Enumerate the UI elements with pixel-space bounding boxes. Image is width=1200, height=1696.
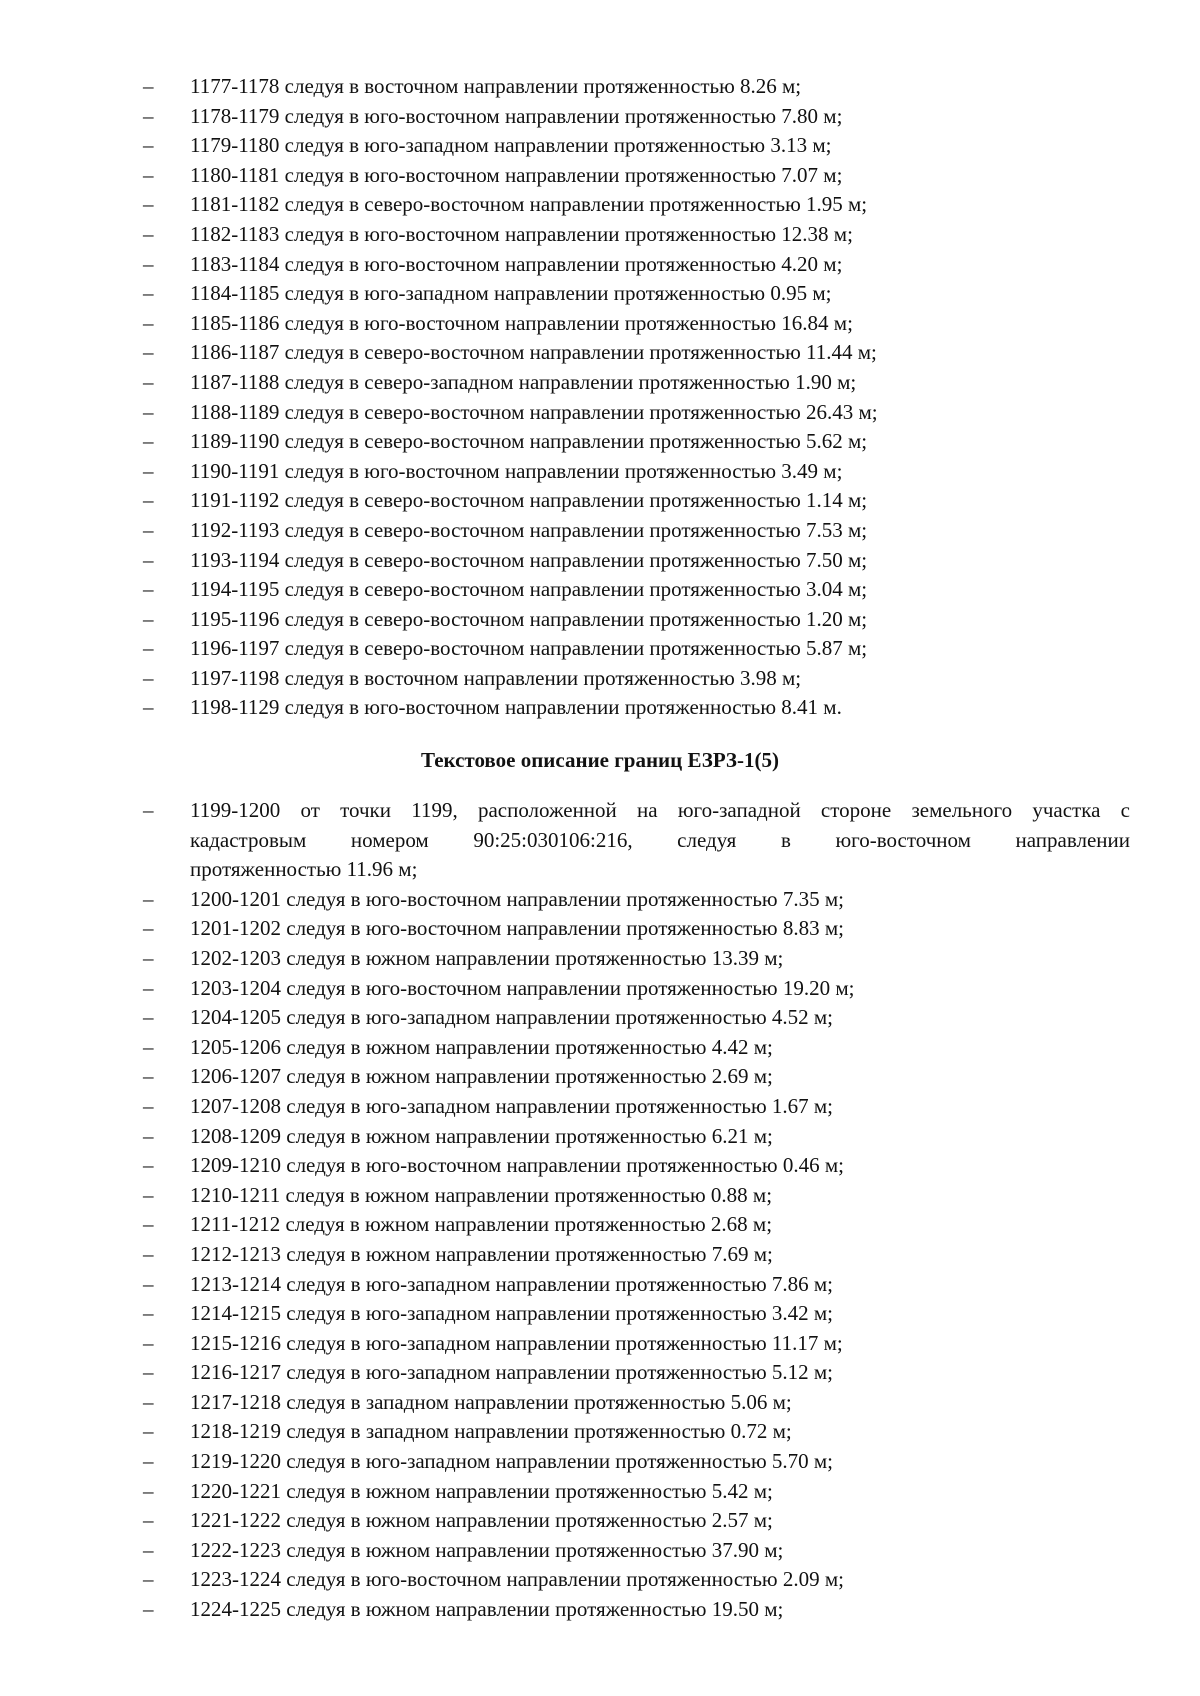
list-dash: – xyxy=(143,1034,154,1059)
list-item xyxy=(0,250,1200,280)
list-item xyxy=(0,161,1200,191)
list-item-text: 1186-1187 следуя в северо-восточном направлении протяженностью 11.44 м; xyxy=(190,340,877,365)
list-dash: – xyxy=(143,606,154,631)
list-item-text: 1218-1219 следуя в западном направлении протяженностью 0.72 м; xyxy=(190,1419,792,1444)
list-item xyxy=(0,1565,1200,1595)
list-item xyxy=(0,1210,1200,1240)
list-item xyxy=(0,190,1200,220)
list-item xyxy=(0,1299,1200,1329)
list-item xyxy=(0,1477,1200,1507)
list-item xyxy=(0,944,1200,974)
list-item xyxy=(0,1033,1200,1063)
list-dash: – xyxy=(143,1597,154,1622)
list-item-text: 1213-1214 следуя в юго-западном направлении протяженностью 7.86 м; xyxy=(190,1271,834,1296)
list-item-text: 1180-1181 следуя в юго-восточном направлении протяженностью 7.07 м; xyxy=(190,162,843,187)
list-item xyxy=(0,309,1200,339)
list-item-text: 1208-1209 следуя в южном направлении протяженностью 6.21 м; xyxy=(190,1123,773,1148)
list-dash: – xyxy=(143,251,154,276)
list-item xyxy=(0,1092,1200,1122)
list-dash: – xyxy=(143,1123,154,1148)
list-item xyxy=(0,1122,1200,1152)
list-item xyxy=(0,1506,1200,1536)
list-item xyxy=(0,516,1200,546)
list-dash: – xyxy=(143,1212,154,1237)
list-item-text: 1202-1203 следуя в южном направлении протяженностью 13.39 м; xyxy=(190,945,784,970)
list-dash: – xyxy=(143,399,154,424)
list-dash: – xyxy=(143,798,154,822)
list-dash: – xyxy=(143,192,154,217)
list-dash: – xyxy=(143,488,154,513)
list-item-text: 1203-1204 следуя в юго-восточном направлении протяженностью 19.20 м; xyxy=(190,975,855,1000)
list-dash: – xyxy=(143,1419,154,1444)
list-dash: – xyxy=(143,310,154,335)
list-item-text: 1204-1205 следуя в юго-западном направлении протяженностью 4.52 м; xyxy=(190,1005,834,1030)
list-item-text: 1183-1184 следуя в юго-восточном направлении протяженностью 4.20 м; xyxy=(190,251,843,276)
list-item xyxy=(0,974,1200,1004)
list-item-text: 1220-1221 следуя в южном направлении протяженностью 5.42 м; xyxy=(190,1478,773,1503)
list-item xyxy=(0,1181,1200,1211)
first-item-line-3: протяженностью 11.96 м; xyxy=(190,857,418,882)
list-item-text: 1192-1193 следуя в северо-восточном направлении протяженностью 7.53 м; xyxy=(190,517,868,542)
list-dash: – xyxy=(143,1301,154,1326)
list-item-text: 1222-1223 следуя в южном направлении протяженностью 37.90 м; xyxy=(190,1537,784,1562)
list-item-text: 1212-1213 следуя в южном направлении протяженностью 7.69 м; xyxy=(190,1241,773,1266)
list-item-text: 1200-1201 следуя в юго-восточном направлении протяженностью 7.35 м; xyxy=(190,886,844,911)
list-item xyxy=(0,693,1200,723)
list-item-text: 1178-1179 следуя в юго-восточном направлении протяженностью 7.80 м; xyxy=(190,103,843,128)
list-dash: – xyxy=(143,429,154,454)
list-item-text: 1185-1186 следуя в юго-восточном направлении протяженностью 16.84 м; xyxy=(190,310,853,335)
list-dash: – xyxy=(143,1271,154,1296)
list-dash: – xyxy=(143,636,154,661)
list-dash: – xyxy=(143,916,154,941)
list-item-text: 1216-1217 следуя в юго-западном направлении протяженностью 5.12 м; xyxy=(190,1360,834,1385)
list-dash: – xyxy=(143,1389,154,1414)
list-item-text: 1223-1224 следуя в юго-восточном направлении протяженностью 2.09 м; xyxy=(190,1567,844,1592)
list-item xyxy=(0,398,1200,428)
list-dash: – xyxy=(143,547,154,572)
list-item xyxy=(0,1003,1200,1033)
list-item-text: 1206-1207 следуя в южном направлении протяженностью 2.69 м; xyxy=(190,1064,773,1089)
first-item-line-1: 1199-1200 от точки 1199, расположенной на юго-западной стороне земельного участка с xyxy=(190,798,1130,822)
list-dash: – xyxy=(143,975,154,1000)
list-dash: – xyxy=(143,340,154,365)
list-dash: – xyxy=(143,1182,154,1207)
list-item-text: 1181-1182 следуя в северо-восточном направлении протяженностью 1.95 м; xyxy=(190,192,868,217)
list-dash: – xyxy=(143,1537,154,1562)
list-item-text: 1177-1178 следуя в восточном направлении протяженностью 8.26 м; xyxy=(190,74,802,98)
list-item xyxy=(0,1329,1200,1359)
list-dash: – xyxy=(143,695,154,720)
list-dash: – xyxy=(143,1330,154,1355)
boundary-list-ezrz-1-5 xyxy=(0,796,1200,1625)
list-item xyxy=(0,102,1200,132)
list-dash: – xyxy=(143,1449,154,1474)
list-item-text: 1189-1190 следуя в северо-восточном направлении протяженностью 5.62 м; xyxy=(190,429,868,454)
list-item-text: 1217-1218 следуя в западном направлении протяженностью 5.06 м; xyxy=(190,1389,792,1414)
list-dash: – xyxy=(143,133,154,158)
list-item-text: 1197-1198 следуя в восточном направлении протяженностью 3.98 м; xyxy=(190,665,802,690)
list-item xyxy=(0,1388,1200,1418)
list-item xyxy=(0,72,1200,102)
list-item-text: 1224-1225 следуя в южном направлении протяженностью 19.50 м; xyxy=(190,1597,784,1622)
list-item-text: 1187-1188 следуя в северо-западном направлении протяженностью 1.90 м; xyxy=(190,369,857,394)
list-dash: – xyxy=(143,1005,154,1030)
list-item-text: 1179-1180 следуя в юго-западном направлении протяженностью 3.13 м; xyxy=(190,133,832,158)
list-dash: – xyxy=(143,1567,154,1592)
list-item xyxy=(0,338,1200,368)
list-item xyxy=(0,664,1200,694)
list-dash: – xyxy=(143,221,154,246)
list-item-text: 1201-1202 следуя в юго-восточном направлении протяженностью 8.83 м; xyxy=(190,916,844,941)
list-item-text: 1221-1222 следуя в южном направлении протяженностью 2.57 м; xyxy=(190,1508,773,1533)
list-item-text: 1188-1189 следуя в северо-восточном направлении протяженностью 26.43 м; xyxy=(190,399,878,424)
list-item-text: 1198-1129 следуя в юго-восточном направлении протяженностью 8.41 м. xyxy=(190,695,842,720)
list-item-text: 1191-1192 следуя в северо-восточном направлении протяженностью 1.14 м; xyxy=(190,488,868,513)
list-item xyxy=(0,1151,1200,1181)
list-item xyxy=(0,368,1200,398)
list-item-first xyxy=(0,796,1200,885)
list-item-text: 1190-1191 следуя в юго-восточном направлении протяженностью 3.49 м; xyxy=(190,458,843,483)
list-item xyxy=(0,914,1200,944)
list-item xyxy=(0,1536,1200,1566)
list-dash: – xyxy=(143,577,154,602)
list-item xyxy=(0,546,1200,576)
list-item-text: 1219-1220 следуя в юго-западном направлении протяженностью 5.70 м; xyxy=(190,1449,834,1474)
list-dash: – xyxy=(143,1508,154,1533)
list-item xyxy=(0,1447,1200,1477)
list-item-text: 1194-1195 следуя в северо-восточном направлении протяженностью 3.04 м; xyxy=(190,577,868,602)
list-dash: – xyxy=(143,458,154,483)
list-item xyxy=(0,220,1200,250)
list-dash: – xyxy=(143,1093,154,1118)
list-dash: – xyxy=(143,1241,154,1266)
list-item xyxy=(0,575,1200,605)
list-dash: – xyxy=(143,886,154,911)
list-item-text: 1184-1185 следуя в юго-западном направлении протяженностью 0.95 м; xyxy=(190,281,832,306)
list-item xyxy=(0,131,1200,161)
list-item-text: 1209-1210 следуя в юго-восточном направлении протяженностью 0.46 м; xyxy=(190,1153,844,1178)
list-item-text: 1193-1194 следуя в северо-восточном направлении протяженностью 7.50 м; xyxy=(190,547,868,572)
list-item-text: 1205-1206 следуя в южном направлении протяженностью 4.42 м; xyxy=(190,1034,773,1059)
list-dash: – xyxy=(143,281,154,306)
list-item xyxy=(0,1062,1200,1092)
list-dash: – xyxy=(143,1360,154,1385)
list-item xyxy=(0,885,1200,915)
list-item xyxy=(0,279,1200,309)
list-dash: – xyxy=(143,369,154,394)
list-dash: – xyxy=(143,945,154,970)
list-dash: – xyxy=(143,1153,154,1178)
list-dash: – xyxy=(143,162,154,187)
list-item xyxy=(0,457,1200,487)
list-dash: – xyxy=(143,74,154,98)
list-item xyxy=(0,1240,1200,1270)
list-item xyxy=(0,1270,1200,1300)
list-dash: – xyxy=(143,1064,154,1089)
list-dash: – xyxy=(143,665,154,690)
list-item-text: 1210-1211 следуя в южном направлении протяженностью 0.88 м; xyxy=(190,1182,773,1207)
list-item xyxy=(0,634,1200,664)
list-item-text: 1196-1197 следуя в северо-восточном направлении протяженностью 5.87 м; xyxy=(190,636,868,661)
list-dash: – xyxy=(143,517,154,542)
list-item xyxy=(0,486,1200,516)
list-item-text: 1195-1196 следуя в северо-восточном направлении протяженностью 1.20 м; xyxy=(190,606,868,631)
first-item-line-2: кадастровым номером 90:25:030106:216, следуя в юго-восточном направлении xyxy=(190,827,1130,852)
list-item xyxy=(0,1417,1200,1447)
list-item xyxy=(0,605,1200,635)
list-item xyxy=(0,1358,1200,1388)
list-item-text: 1215-1216 следуя в юго-западном направлении протяженностью 11.17 м; xyxy=(190,1330,843,1355)
boundary-list-ezrz-previous xyxy=(0,72,1200,723)
list-item-text: 1211-1212 следуя в южном направлении протяженностью 2.68 м; xyxy=(190,1212,773,1237)
list-item xyxy=(0,1595,1200,1625)
list-item-text: 1207-1208 следуя в юго-западном направлении протяженностью 1.67 м; xyxy=(190,1093,834,1118)
list-dash: – xyxy=(143,1478,154,1503)
list-item-text: 1182-1183 следуя в юго-восточном направлении протяженностью 12.38 м; xyxy=(190,221,853,246)
list-item xyxy=(0,427,1200,457)
list-item-text: 1214-1215 следуя в юго-западном направлении протяженностью 3.42 м; xyxy=(190,1301,834,1326)
section-heading: Текстовое описание границ ЕЗРЗ-1(5) xyxy=(420,748,779,772)
list-dash: – xyxy=(143,103,154,128)
